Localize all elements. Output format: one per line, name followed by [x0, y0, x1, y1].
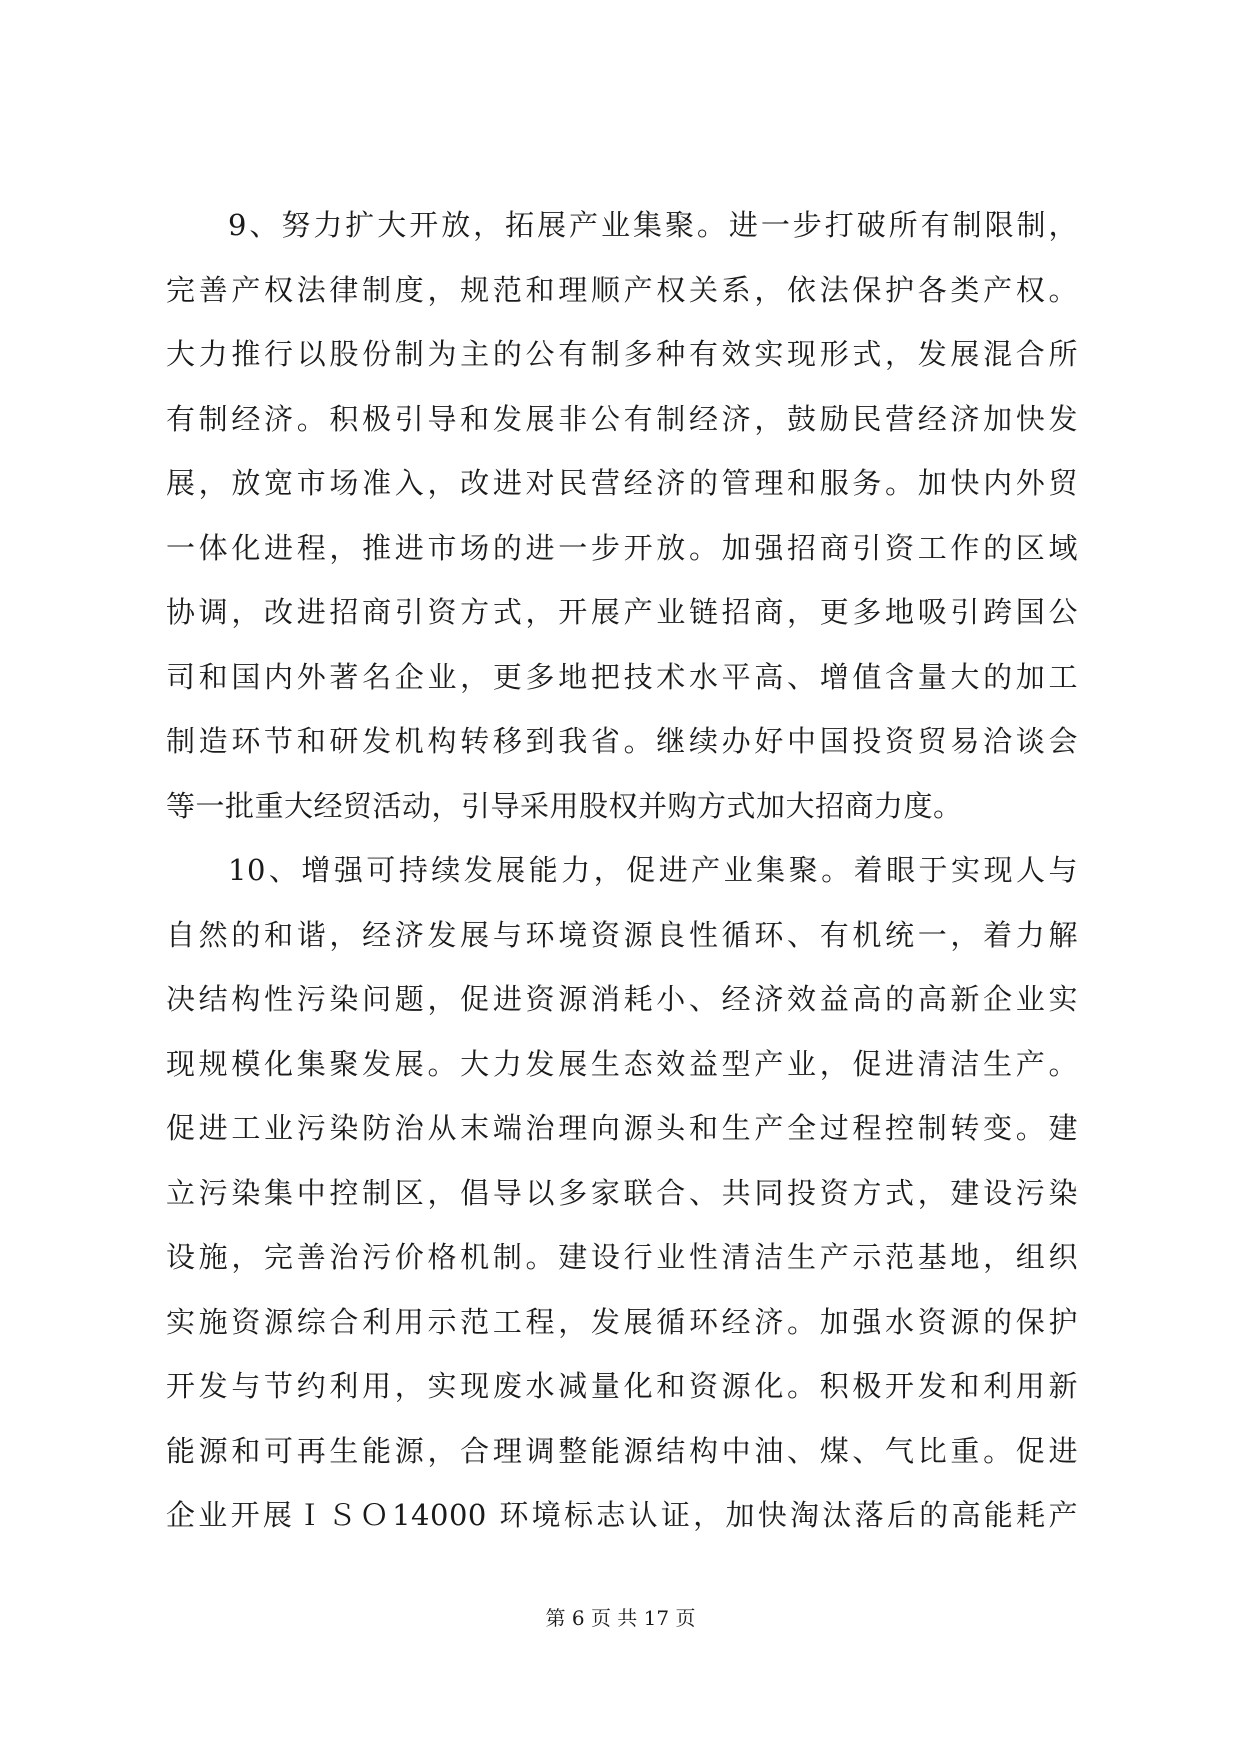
text-line: 促进工业污染防治从末端治理向源头和生产全过程控制转变。建: [166, 1111, 1078, 1145]
text-line: 企业开展ＩＳＯ14000 环境标志认证，加快淘汰落后的高能耗产: [166, 1498, 1078, 1532]
text-line: 有制经济。积极引导和发展非公有制经济，鼓励民营经济加快发: [166, 401, 1078, 436]
text-line: 完善产权法律制度，规范和理顺产权关系，依法保护各类产权。: [166, 272, 1078, 307]
text-line: 设施，完善治污价格机制。建设行业性清洁生产示范基地，组织: [166, 1240, 1078, 1274]
text-line: 决结构性污染问题，促进资源消耗小、经济效益高的高新企业实: [166, 982, 1078, 1016]
text-line: 10、增强可持续发展能力，促进产业集聚。着眼于实现人与: [228, 853, 1078, 887]
text-line: 制造环节和研发机构转移到我省。继续办好中国投资贸易洽谈会: [166, 724, 1078, 758]
text-line: 实施资源综合利用示范工程，发展循环经济。加强水资源的保护: [166, 1304, 1078, 1339]
paragraph-10: [166, 838, 1078, 1548]
text-line: 一体化进程，推进市场的进一步开放。加强招商引资工作的区域: [166, 530, 1078, 565]
text-line: 能源和可再生能源，合理调整能源结构中油、煤、气比重。促进: [166, 1433, 1078, 1468]
text-line: 等一批重大经贸活动，引导采用股权并购方式加大招商力度。: [166, 788, 963, 823]
body-text: [166, 193, 1078, 1548]
text-line: 现规模化集聚发展。大力发展生态效益型产业，促进清洁生产。: [166, 1046, 1078, 1081]
text-line: 协调，改进招商引资方式，开展产业链招商，更多地吸引跨国公: [166, 595, 1078, 629]
text-line: 立污染集中控制区，倡导以多家联合、共同投资方式，建设污染: [166, 1175, 1078, 1210]
text-line: 自然的和谐，经济发展与环境资源良性循环、有机统一，着力解: [166, 917, 1078, 952]
text-line: 开发与节约利用，实现废水减量化和资源化。积极开发和利用新: [166, 1369, 1078, 1403]
paragraph-9: [166, 193, 1078, 838]
page-number-footer: 第 6 页 共 17 页: [545, 1606, 696, 1630]
text-line: 司和国内外著名企业，更多地把技术水平高、增值含量大的加工: [166, 659, 1078, 694]
text-line: 展，放宽市场准入，改进对民营经济的管理和服务。加快内外贸: [166, 466, 1078, 500]
text-line: 9、努力扩大开放，拓展产业集聚。进一步打破所有制限制，: [228, 208, 1078, 242]
text-line: 大力推行以股份制为主的公有制多种有效实现形式，发展混合所: [166, 337, 1078, 371]
